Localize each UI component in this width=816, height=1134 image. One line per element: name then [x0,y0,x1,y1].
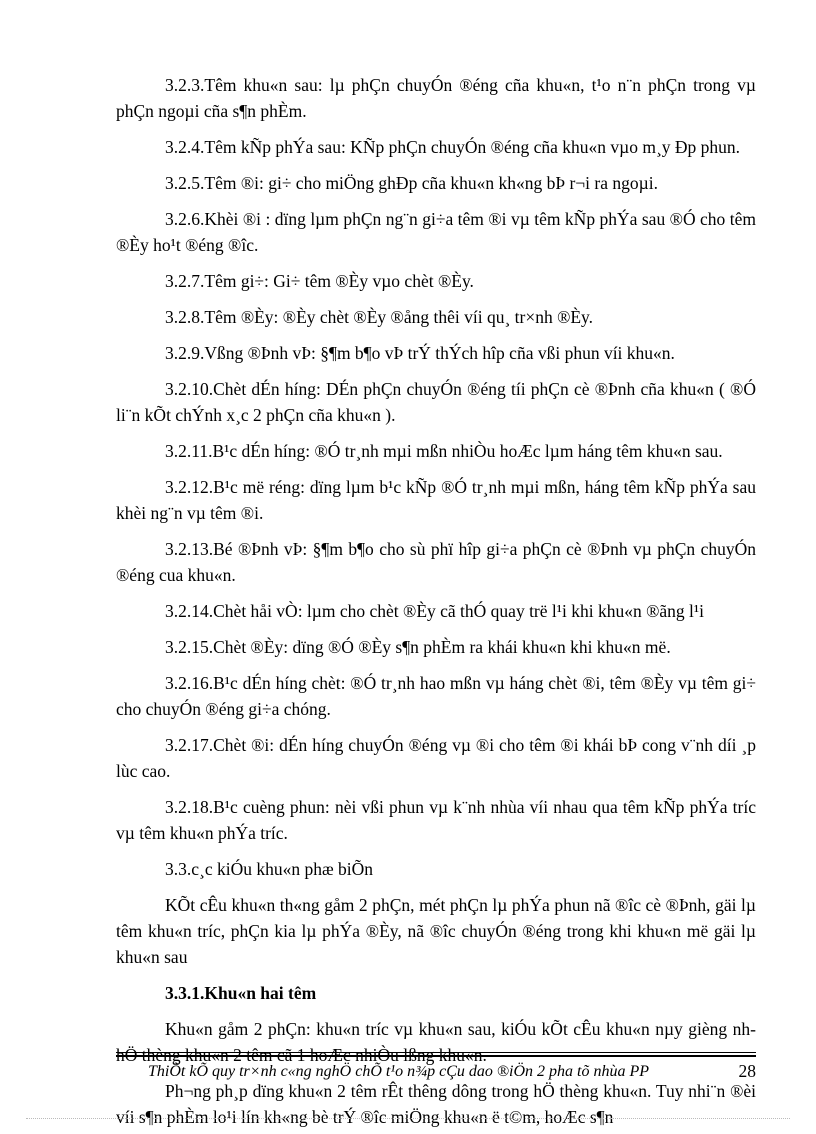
paragraph: 3.2.4.Têm kÑp phÝa sau: KÑp phÇn chuyÓn ®éng cña khu«n vµo m¸y Ðp phun. [165,137,741,157]
paragraph: 3.2.3.Têm khu«n sau: lµ phÇn chuyÓn ®éng cña khu«n, t¹o n¨n phÇn trong vµ phÇn ngoµi cña s¶n phÈm. [116,75,756,121]
footer-divider [116,1052,756,1053]
page-body [116,72,756,1134]
paragraph: 3.2.17.Chèt ®i: dÉn híng chuyÓn ®éng vµ ®i cho têm ®i khái bÞ cong v¨nh díi ¸p lùc cao. [116,735,756,781]
footer-divider [116,1055,756,1057]
paragraph: 3.2.7.Têm gi÷: Gi÷ têm ®Èy vµo chèt ®Èy. [165,271,474,291]
paragraph: 3.2.8.Têm ®Èy: ®Èy chèt ®Èy ®ång thêi víi qu¸ tr×nh ®Èy. [165,307,594,327]
paragraph: 3.2.12.B¹c më réng: dïng lµm b¹c kÑp ®Ó tr¸nh mµi mßn, háng têm kÑp phÝa sau khèi ng¨n vµ têm ®i. [116,477,756,523]
paragraph: 3.2.11.B¹c dÉn híng: ®Ó tr¸nh mµi mßn nhiÒu hoÆc lµm háng têm khu«n sau. [165,441,723,461]
paragraph: 3.2.9.Vßng ®Þnh vÞ: §¶m b¶o vÞ trÝ thÝch hîp cña vßi phun víi khu«n. [165,343,675,363]
page-edge-divider [26,1118,790,1119]
paragraph: 3.2.18.B¹c cuèng phun: nèi vßi phun vµ k¨nh nhùa víi nhau qua têm kÑp phÝa tríc vµ têm khu«n phÝa tríc. [116,797,756,843]
paragraph: 3.2.15.Chèt ®Èy: dïng ®Ó ®Èy s¶n phÈm ra khái khu«n khi khu«n më. [165,637,671,657]
paragraph: 3.2.10.Chèt dÉn híng: DÉn phÇn chuyÓn ®éng tíi phÇn cè ®Þnh cña khu«n ( ®Ó li¨n kÕt chÝnh x¸c 2 phÇn cña khu«n ). [116,379,756,425]
paragraph: 3.2.5.Têm ®i: gi÷ cho miÖng ghÐp cña khu«n kh«ng bÞ r¬i ra ngoµi. [165,173,658,193]
paragraph: KÕt cÊu khu«n th«ng gåm 2 phÇn, mét phÇn lµ phÝa phun nã ®îc cè ®Þnh, gäi lµ têm khu«n tríc, phÇn kia lµ phÝa ®Èy, nã ®îc chuyÓn ®éng trong khi khu«n më gäi lµ khu«n sau [116,895,756,967]
paragraph: 3.2.6.Khèi ®i : dïng lµm phÇn ng¨n gi÷a têm ®i vµ têm kÑp phÝa sau ®Ó cho têm ®Èy ho¹t ®éng ®îc. [116,209,756,255]
paragraph: Ph¬ng ph¸p dïng khu«n 2 têm rÊt thêng dông trong hÖ thèng khu«n. Tuy nhi¨n ®èi víi s¶n phÈm lo¹i lín kh«ng bè trÝ ®îc miÖng khu«n ë t©m, hoÆc s¶n [116,1081,756,1127]
subsection-heading: 3.3.1.Khu«n hai têm [165,983,317,1003]
page-number: 28 [738,1061,756,1081]
footer-title: ThiÕt kÕ quy tr×nh c«ng nghÖ chÕ t¹o n¾p cÇu dao ®iÖn 2 pha tõ nhùa PP [148,1063,650,1080]
paragraph: 3.2.13.Bé ®Þnh vÞ: §¶m b¶o cho sù phï hîp gi÷a phÇn cè ®Þnh vµ phÇn chuyÓn ®éng cua khu«n. [116,539,756,585]
paragraph: 3.2.16.B¹c dÉn híng chèt: ®Ó tr¸nh hao mßn vµ háng chèt ®i, têm ®Èy vµ têm gi÷ cho chuyÓn ®éng gi÷a chóng. [116,673,756,719]
paragraph: Khu«n gåm 2 phÇn: khu«n tríc vµ khu«n sau, kiÓu kÕt cÊu khu«n nµy gièng nh hÖ thèng khu«n 2 têm cã 1 hoÆc nhiÒu lßng khu«n. [116,1019,756,1065]
section-title: 3.3.c¸c kiÓu khu«n phæ biÕn [165,859,374,879]
paragraph: 3.2.14.Chèt håi vÒ: lµm cho chèt ®Èy cã thÓ quay trë l¹i khi khu«n ®ãng l¹i [165,601,705,621]
